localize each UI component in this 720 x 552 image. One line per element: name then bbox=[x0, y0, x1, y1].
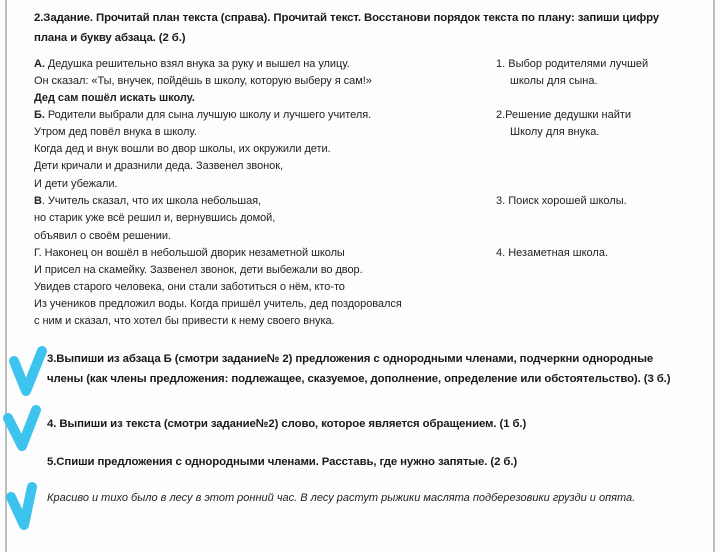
paragraph-letter-v: В bbox=[34, 195, 42, 207]
paragraph-a-line-2: Он сказал: «Ты, внучек, пойдёшь в школу, которую выберу я сам!» bbox=[34, 75, 372, 87]
task5-sentences: Красиво и тихо было в лесу в этот ронний час. В лесу растут рыжики маслята подберезовики грузди и опята. bbox=[47, 492, 636, 504]
plan-item-1 bbox=[496, 56, 648, 90]
paragraph-g-line-2: И присел на скамейку. Зазвенел звонок, дети выбежали во двор. bbox=[34, 264, 363, 276]
plan-item-text: 1. Выбор родителями лучшей bbox=[496, 58, 649, 70]
paragraph-g-line-4: Из учеников предложил воды. Когда пришёл учитель, дед поздоровался bbox=[34, 298, 402, 310]
paragraph-v-line-1 bbox=[34, 193, 261, 210]
plan-item-text-cont: Школу для внука. bbox=[510, 126, 600, 138]
checkmark-icon bbox=[4, 477, 48, 533]
paragraph-b-line-1 bbox=[34, 107, 371, 124]
paragraph-text: . Учитель сказал, что их школа небольшая, bbox=[41, 195, 262, 207]
checkmark-icon bbox=[6, 343, 50, 399]
paragraph-a-line-3: Дед сам пошёл искать школу. bbox=[34, 92, 195, 104]
paragraph-v-line-2: но старик уже всё решил и, вернувшись домой, bbox=[34, 212, 276, 224]
paragraph-b-line-5: И дети убежали. bbox=[34, 178, 118, 190]
paragraph-g-line-1: Г. Наконец он вошёл в небольшой дворик незаметной школы bbox=[34, 247, 345, 259]
plan-item-text: 2.Решение дедушки найти bbox=[496, 109, 632, 121]
checkmark-icon bbox=[2, 404, 46, 460]
task4-heading: 4. Выпиши из текста (смотри задание№2) слово, которое является обращением. (1 б.) bbox=[47, 418, 527, 430]
plan-item-text-cont: школы для сына. bbox=[510, 75, 598, 87]
page-border-left bbox=[5, 0, 7, 552]
plan-item-3 bbox=[496, 193, 627, 210]
paragraph-b-line-2: Утром дед повёл внука в школу. bbox=[34, 126, 197, 138]
plan-item-text: 3. Поиск хорошей школы. bbox=[496, 195, 627, 207]
paragraph-g-line-5: с ним и сказал, что хотел бы привести к нему своего внука. bbox=[34, 315, 335, 327]
paragraph-letter-b: Б. bbox=[34, 109, 45, 121]
task2-heading: 2.Задание. Прочитай план текста (справа). Прочитай текст. Восстанови порядок текста по плану: запиши цифру плана и букву абзаца. (2 б.) bbox=[34, 12, 660, 44]
page-border-right bbox=[713, 0, 715, 552]
task3-heading: 3.Выпиши из абзаца Б (смотри задание№ 2) предложения с однородными членами, подчеркни однородные члены (как члены предложения: подлежащее, сказуемое, дополнение, определение или обстоятельство). (3 б.) bbox=[47, 353, 671, 385]
paragraph-b-line-4: Дети кричали и дразнили деда. Зазвенел звонок, bbox=[34, 160, 284, 172]
paragraph-b-line-3: Когда дед и внук вошли во двор школы, их окружили дети. bbox=[34, 143, 331, 155]
paragraph-v-line-3: объявил о своём решении. bbox=[34, 230, 171, 242]
paragraph-text: Дедушка решительно взял внука за руку и вышел на улицу. bbox=[44, 58, 350, 70]
paragraph-g-line-3: Увидев старого человека, они стали заботиться о нём, кто-то bbox=[34, 281, 345, 293]
paragraph-a-line-1 bbox=[34, 56, 350, 73]
task5-heading: 5.Спиши предложения с однородными членами. Расставь, где нужно запятые. (2 б.) bbox=[47, 456, 518, 468]
plan-item-2 bbox=[496, 107, 631, 141]
plan-item-4 bbox=[496, 245, 608, 262]
plan-item-text: 4. Незаметная школа. bbox=[496, 247, 608, 259]
paragraph-text: Родители выбрали для сына лучшую школу и лучшего учителя. bbox=[44, 109, 372, 121]
paragraph-letter-a: А. bbox=[34, 58, 45, 70]
